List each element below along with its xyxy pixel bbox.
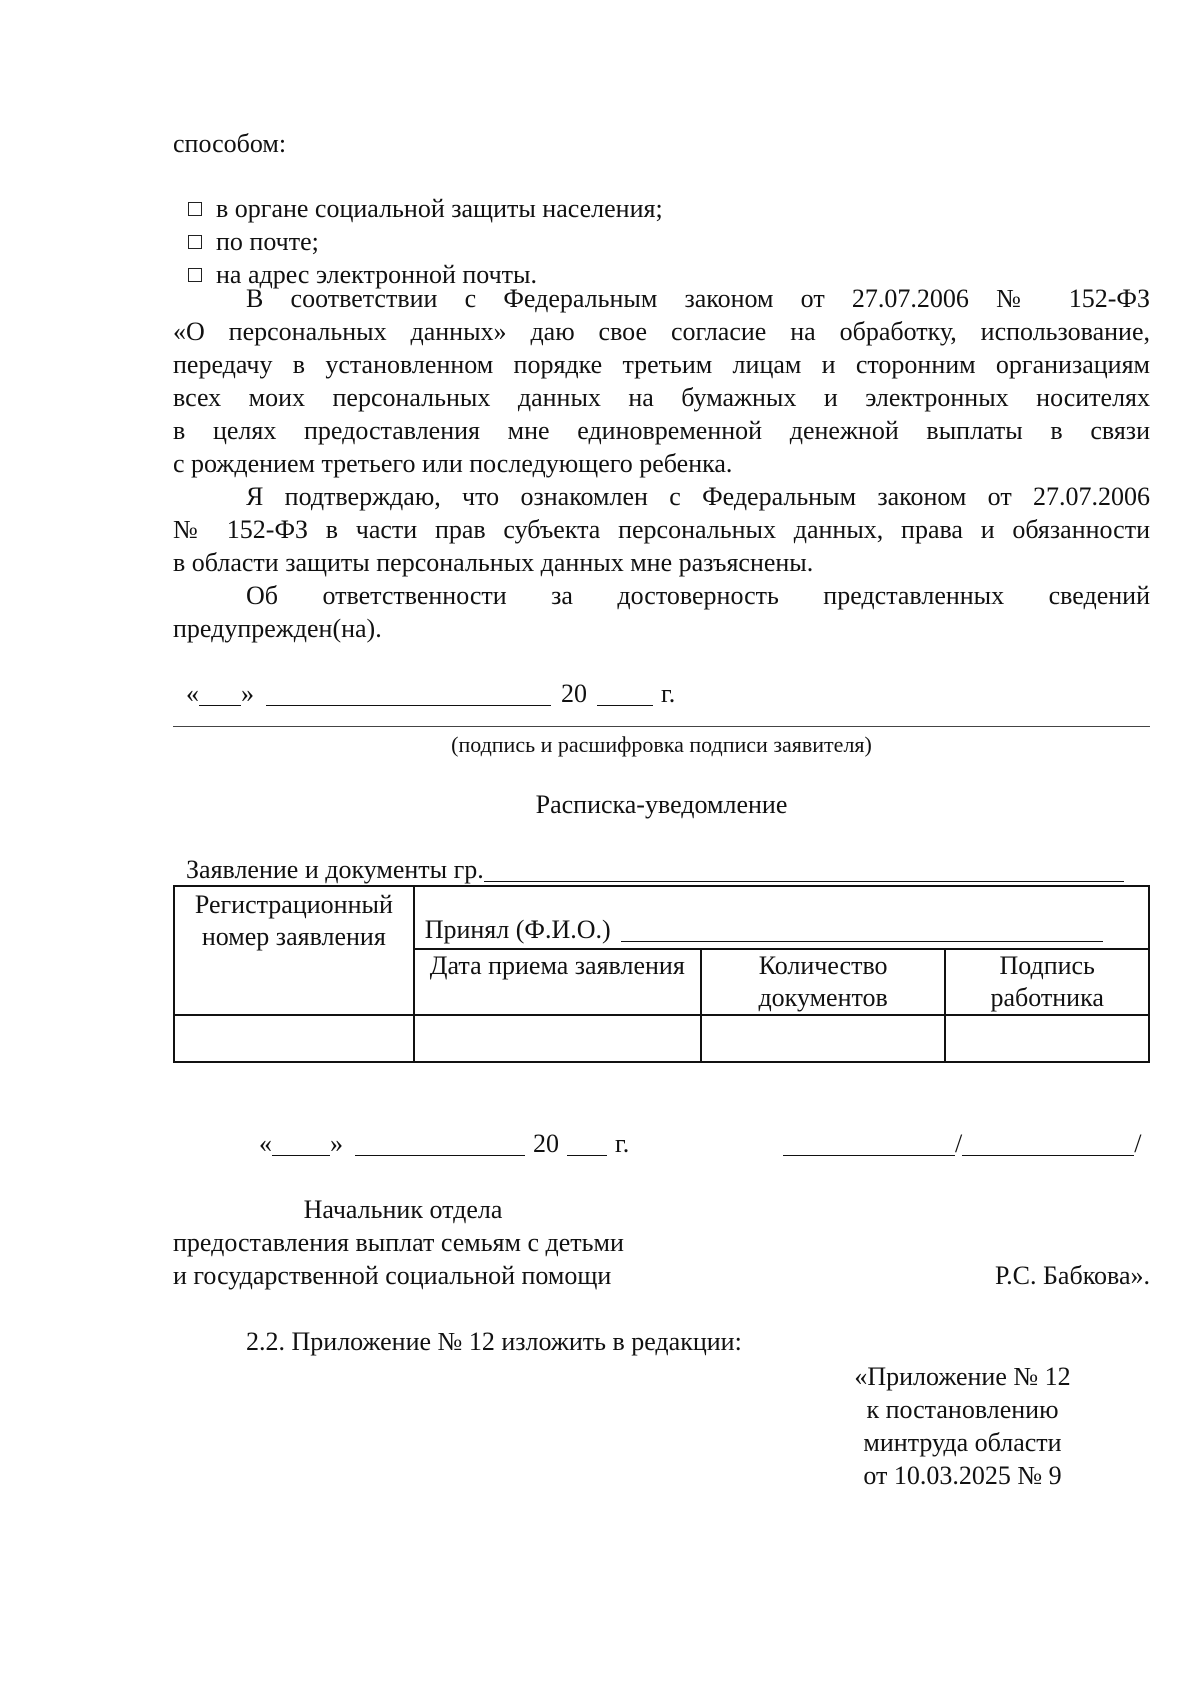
applicant-name-field[interactable]	[484, 855, 1124, 882]
signer-name: Р.С. Бабкова».	[994, 1261, 1150, 1290]
date-cell[interactable]	[414, 1015, 701, 1062]
position-line: и государственной социальной помощи	[173, 1261, 612, 1290]
year-field[interactable]	[597, 679, 653, 706]
consent-line: В соответствии с Федеральным законом от 27.07.2006 № 152-ФЗ	[246, 284, 1150, 313]
consent-line: «О персональных данных» даю свое согласие на обработку, использование,	[173, 317, 1150, 346]
col-count-header: Количество документов	[701, 949, 945, 1015]
col-date-header: Дата приема заявления	[414, 949, 701, 1015]
confirm-line: № 152-ФЗ в части прав субъекта персональных данных, права и обязанности	[173, 515, 1150, 544]
confirm-line: в области защиты персональных данных мне разъяснены.	[173, 548, 814, 577]
amendment-text: 2.2. Приложение № 12 изложить в редакции:	[246, 1327, 742, 1356]
receipt-date-line: « » 20 г.	[259, 1129, 630, 1158]
year-field[interactable]	[567, 1129, 607, 1156]
reg-number-header: Регистрационный номер заявления	[174, 886, 414, 1015]
delivery-option[interactable]	[175, 227, 537, 291]
signature-cell[interactable]	[945, 1015, 1149, 1062]
warning-line: предупрежден(на).	[173, 614, 382, 643]
delivery-intro: способом:	[173, 129, 287, 158]
accepted-name-field[interactable]	[621, 915, 1103, 942]
count-cell[interactable]	[701, 1015, 945, 1062]
month-field[interactable]	[266, 679, 551, 706]
warning-line: Об ответственности за достоверность представленных сведений	[246, 581, 1150, 610]
position-line: предоставления выплат семьям с детьми	[173, 1228, 624, 1257]
consent-line: с рождением третьего или последующего ребенка.	[173, 449, 733, 478]
day-field[interactable]	[272, 1129, 330, 1156]
option-label: в органе социальной защиты населения;	[216, 194, 663, 223]
receipt-applicant-line: Заявление и документы гр.	[173, 822, 1124, 886]
receipt-signature-line: / /	[770, 1096, 1141, 1160]
applicant-date-line: « » 20 г.	[186, 679, 676, 708]
consent-line: всех моих персональных данных на бумажных и электронных носителях	[173, 383, 1150, 412]
consent-line: в целях предоставления мне единовременной денежной выплаты в связи	[173, 416, 1150, 445]
position-line: Начальник отдела	[303, 1195, 503, 1224]
registration-table	[173, 885, 1150, 1063]
signature-field[interactable]	[783, 1129, 955, 1156]
month-field[interactable]	[355, 1129, 525, 1156]
confirm-line: Я подтверждаю, что ознакомлен с Федеральным законом от 27.07.2006	[246, 482, 1150, 511]
accepted-by-cell	[414, 886, 1149, 949]
appendix-line: к постановлению	[866, 1395, 1059, 1424]
signature-line[interactable]	[173, 726, 1150, 727]
reg-number-cell[interactable]	[174, 1015, 414, 1062]
consent-line: передачу в установленном порядке третьим лицам и сторонним организациям	[173, 350, 1150, 379]
accepted-label: Принял (Ф.И.О.)	[424, 915, 611, 944]
appendix-line: «Приложение № 12	[854, 1362, 1071, 1391]
name-field[interactable]	[962, 1129, 1134, 1156]
receipt-title: Расписка-уведомление	[535, 790, 788, 819]
appendix-line: минтруда области	[863, 1428, 1062, 1457]
signature-caption: (подпись и расшифровка подписи заявителя)	[451, 732, 872, 757]
option-label: по почте;	[216, 227, 319, 256]
appendix-line: от 10.03.2025 № 9	[863, 1461, 1062, 1490]
option-label: на адрес электронной почты.	[216, 260, 538, 289]
day-field[interactable]	[199, 679, 241, 706]
checkbox-icon[interactable]	[188, 268, 202, 282]
col-signature-header: Подпись работника	[945, 949, 1149, 1015]
